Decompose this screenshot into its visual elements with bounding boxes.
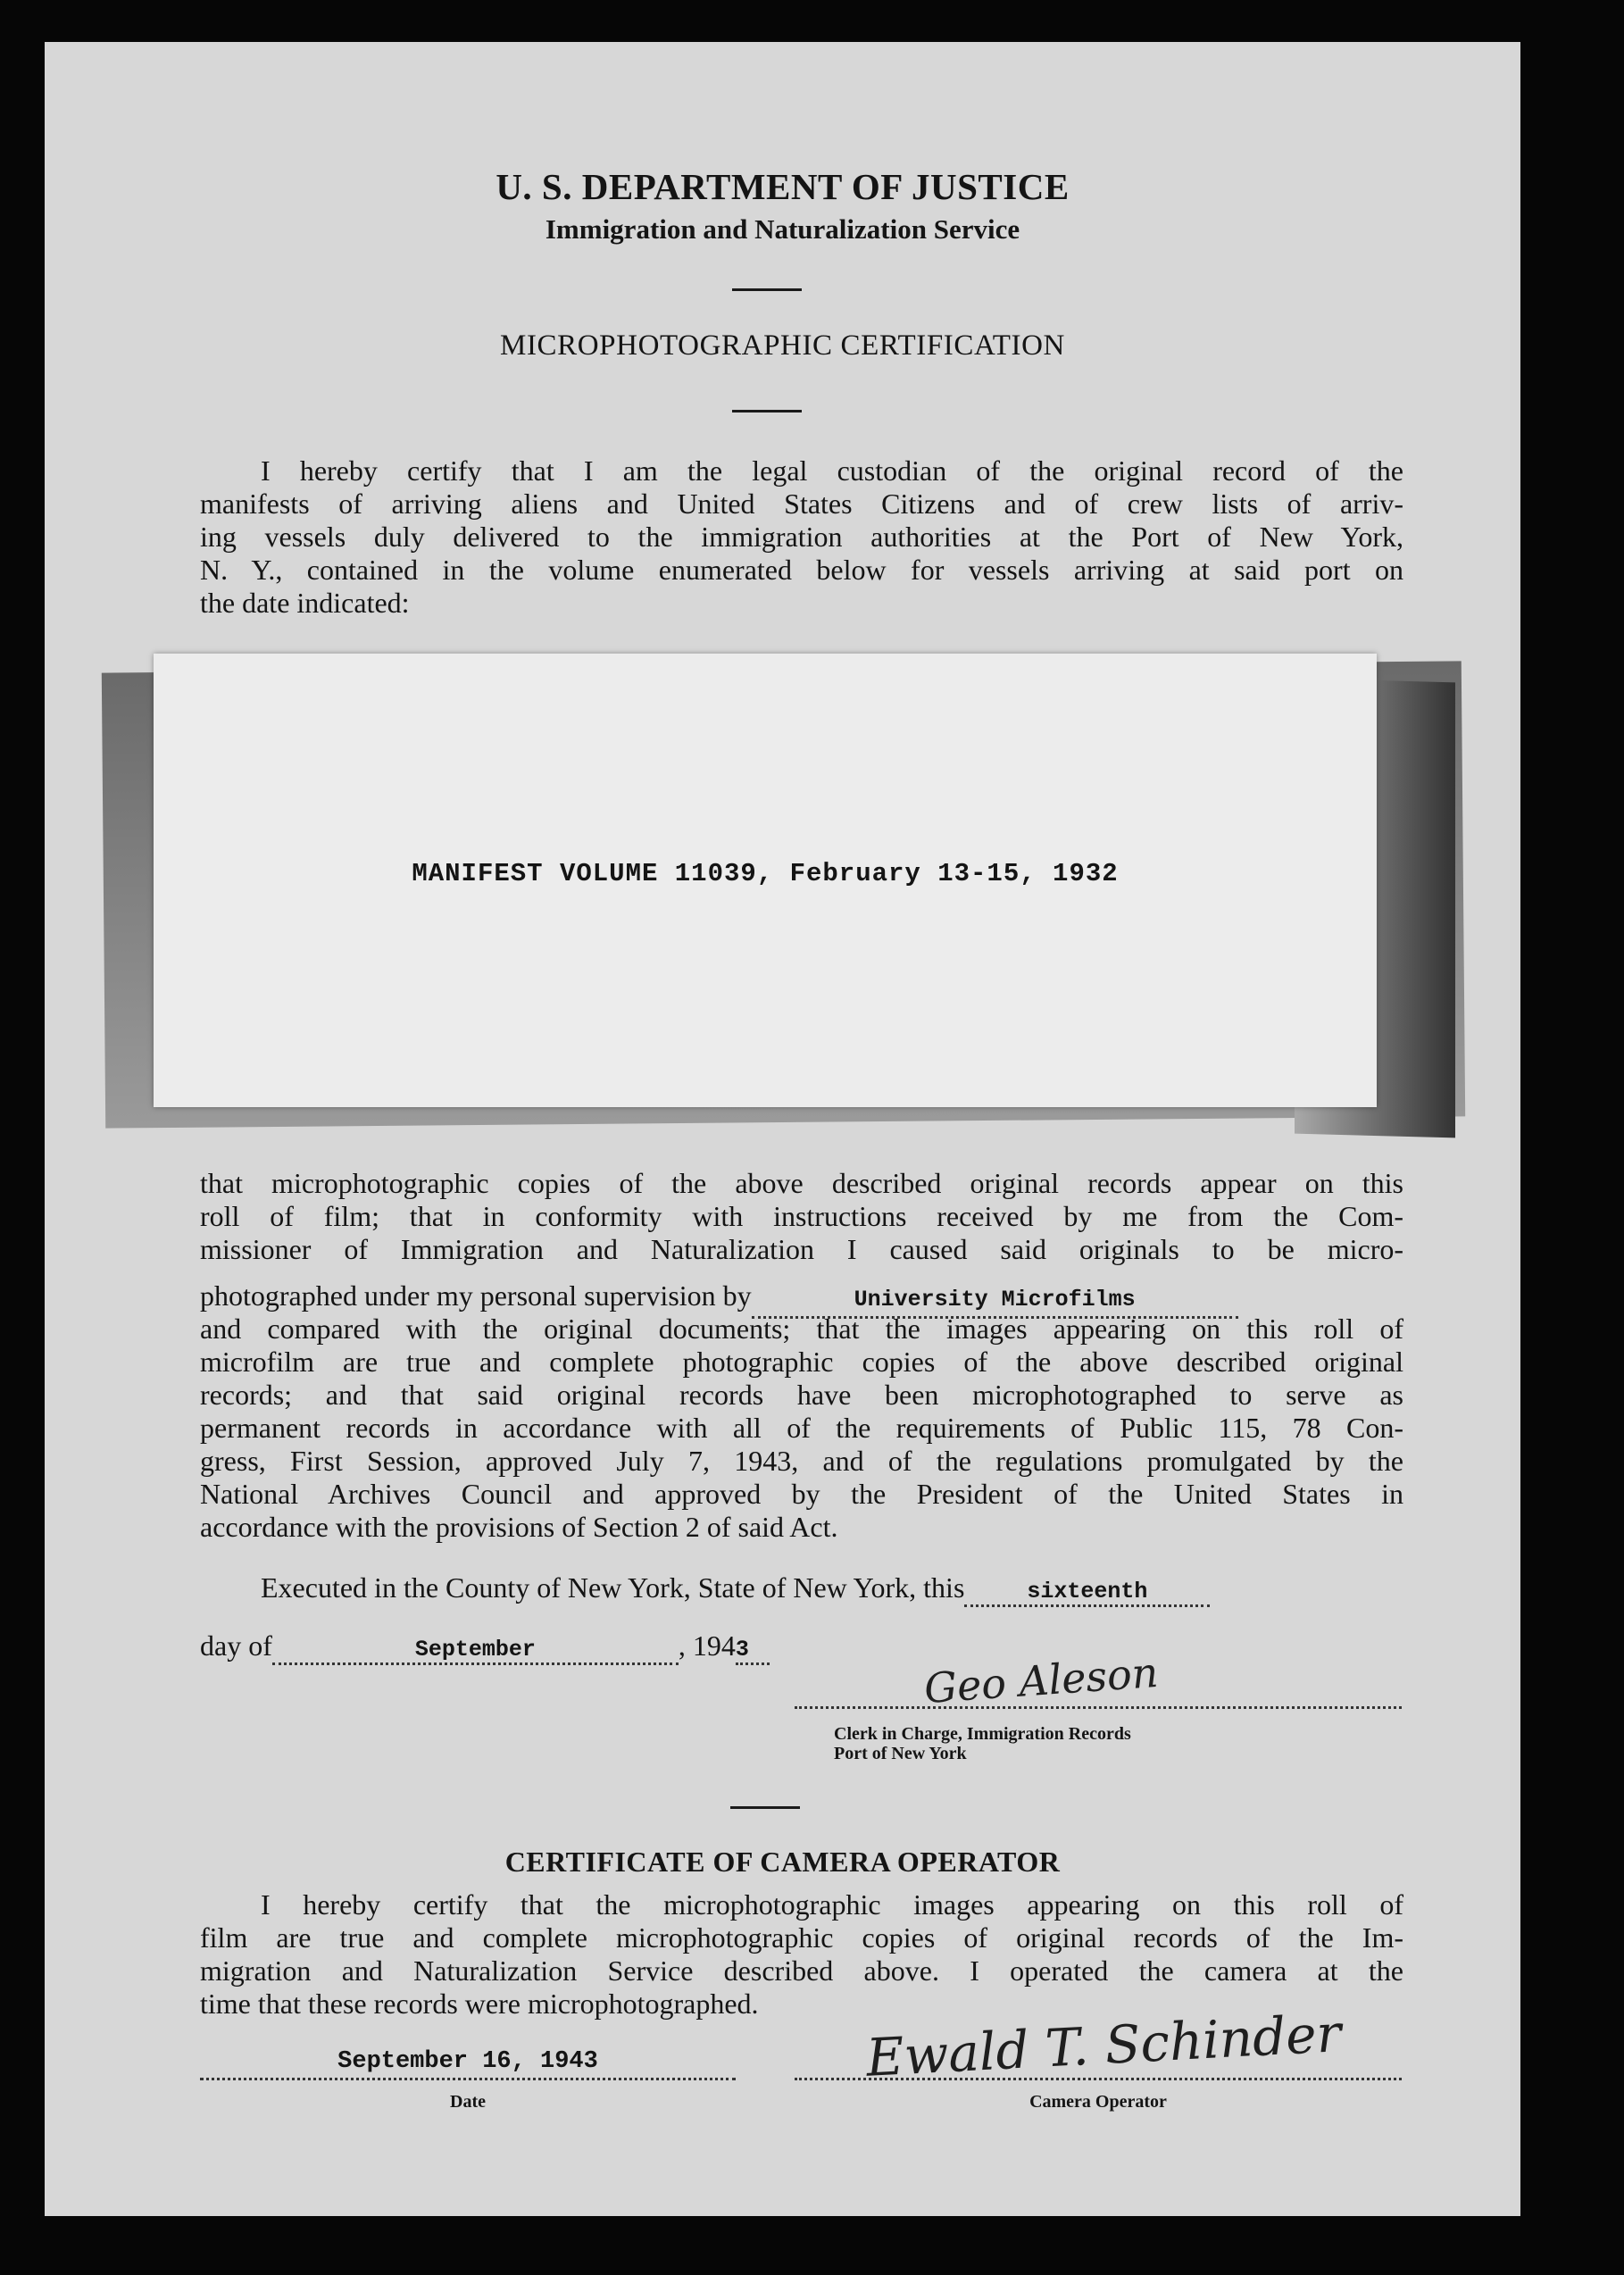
service-subtitle: Immigration and Naturalization Service <box>545 213 1020 245</box>
clerk-signature: Geo Aleson <box>922 1647 1160 1713</box>
day-of-prefix: day of <box>200 1629 272 1662</box>
paragraph-line: that microphotographic copies of the above described original records appear on this <box>200 1167 1403 1199</box>
divider-rule <box>732 288 802 291</box>
divider-rule <box>730 1806 800 1809</box>
paragraph-line: missioner of Immigration and Naturalization I caused said originals to be micro- <box>200 1233 1403 1265</box>
paragraph-line: I hereby certify that the microphotographic images appearing on this roll of <box>261 1888 1403 1921</box>
divider-rule <box>732 410 802 412</box>
paragraph-line: the date indicated: <box>200 587 410 619</box>
executed-day: sixteenth <box>1027 1579 1148 1604</box>
camera-paragraph <box>200 1888 1403 2021</box>
manifest-card <box>154 654 1377 1107</box>
paragraph-line: migration and Naturalization Service described above. I operated the camera at the <box>200 1954 1403 1987</box>
paragraph-line: roll of film; that in conformity with instructions received by me from the Com- <box>200 1200 1403 1232</box>
clerk-signature-line <box>795 1706 1402 1709</box>
month-blank <box>272 1629 679 1665</box>
manifest-volume-label: MANIFEST VOLUME 11039, February 13-15, 1932 <box>412 859 1119 888</box>
paragraph-line: and compared with the original documents; that the images appearing on this roll of <box>200 1312 1403 1345</box>
paragraph-line: permanent records in accordance with all of the requirements of Public 115, 78 Con- <box>200 1412 1403 1444</box>
department-title: U. S. DEPARTMENT OF JUSTICE <box>496 166 1070 207</box>
year-prefix: 194 <box>692 1629 736 1662</box>
intro-paragraph <box>200 454 1403 620</box>
paragraph-line: manifests of arriving aliens and United States Citizens and of crew lists of arriv- <box>200 488 1403 520</box>
certification-heading: MICROPHOTOGRAPHIC CERTIFICATION <box>500 329 1065 362</box>
operator-signature: Ewald T. Schinder <box>864 2003 1343 2088</box>
operator-label: Camera Operator <box>1029 2092 1167 2112</box>
date-value: September 16, 1943 <box>337 2048 598 2075</box>
paragraph-line: National Archives Council and approved by the President of the United States in <box>200 1478 1403 1510</box>
body-paragraph <box>200 1167 1403 1266</box>
certificate-page <box>45 42 1520 2216</box>
supervision-name: University Microfilms <box>854 1287 1136 1312</box>
executed-prefix: Executed in the County of New York, State of New York, this <box>261 1571 965 1604</box>
operator-line <box>795 2078 1402 2080</box>
paragraph-line: I hereby certify that I am the legal custodian of the original record of the <box>261 454 1403 487</box>
paragraph-line: time that these records were microphotographed. <box>200 1988 759 2020</box>
year-blank <box>736 1629 770 1665</box>
executed-line <box>261 1571 1210 1607</box>
paragraph-line: film are true and complete microphotographic copies of original records of the Im- <box>200 1921 1403 1954</box>
camera-heading: CERTIFICATE OF CAMERA OPERATOR <box>504 1846 1061 1878</box>
supervision-prefix: photographed under my personal supervision by <box>200 1279 752 1312</box>
day-of-line: day of September , 1943 <box>200 1629 770 1665</box>
paragraph-line: records; and that said original records have been microphotographed to serve as <box>200 1379 1403 1411</box>
paragraph-line: N. Y., contained in the volume enumerated below for vessels arriving at said port on <box>200 554 1403 586</box>
clerk-title: Clerk in Charge, Immigration Records <box>834 1724 1131 1744</box>
date-label: Date <box>450 2092 486 2112</box>
paragraph-line: ing vessels duly delivered to the immigration authorities at the Port of New York, <box>200 521 1403 553</box>
paragraph-line: accordance with the provisions of Section 2 of said Act. <box>200 1511 838 1543</box>
clerk-port: Port of New York <box>834 1744 967 1763</box>
month-value: September <box>414 1637 536 1662</box>
executed-day-blank <box>964 1571 1210 1607</box>
paragraph-line: microfilm are true and complete photographic copies of the above described original <box>200 1346 1403 1378</box>
year-digit: 3 <box>735 1637 749 1662</box>
paragraph-line: gress, First Session, approved July 7, 1943, and of the regulations promulgated by the <box>200 1445 1403 1477</box>
date-line <box>200 2078 736 2080</box>
body-paragraph-continued <box>200 1312 1403 1544</box>
